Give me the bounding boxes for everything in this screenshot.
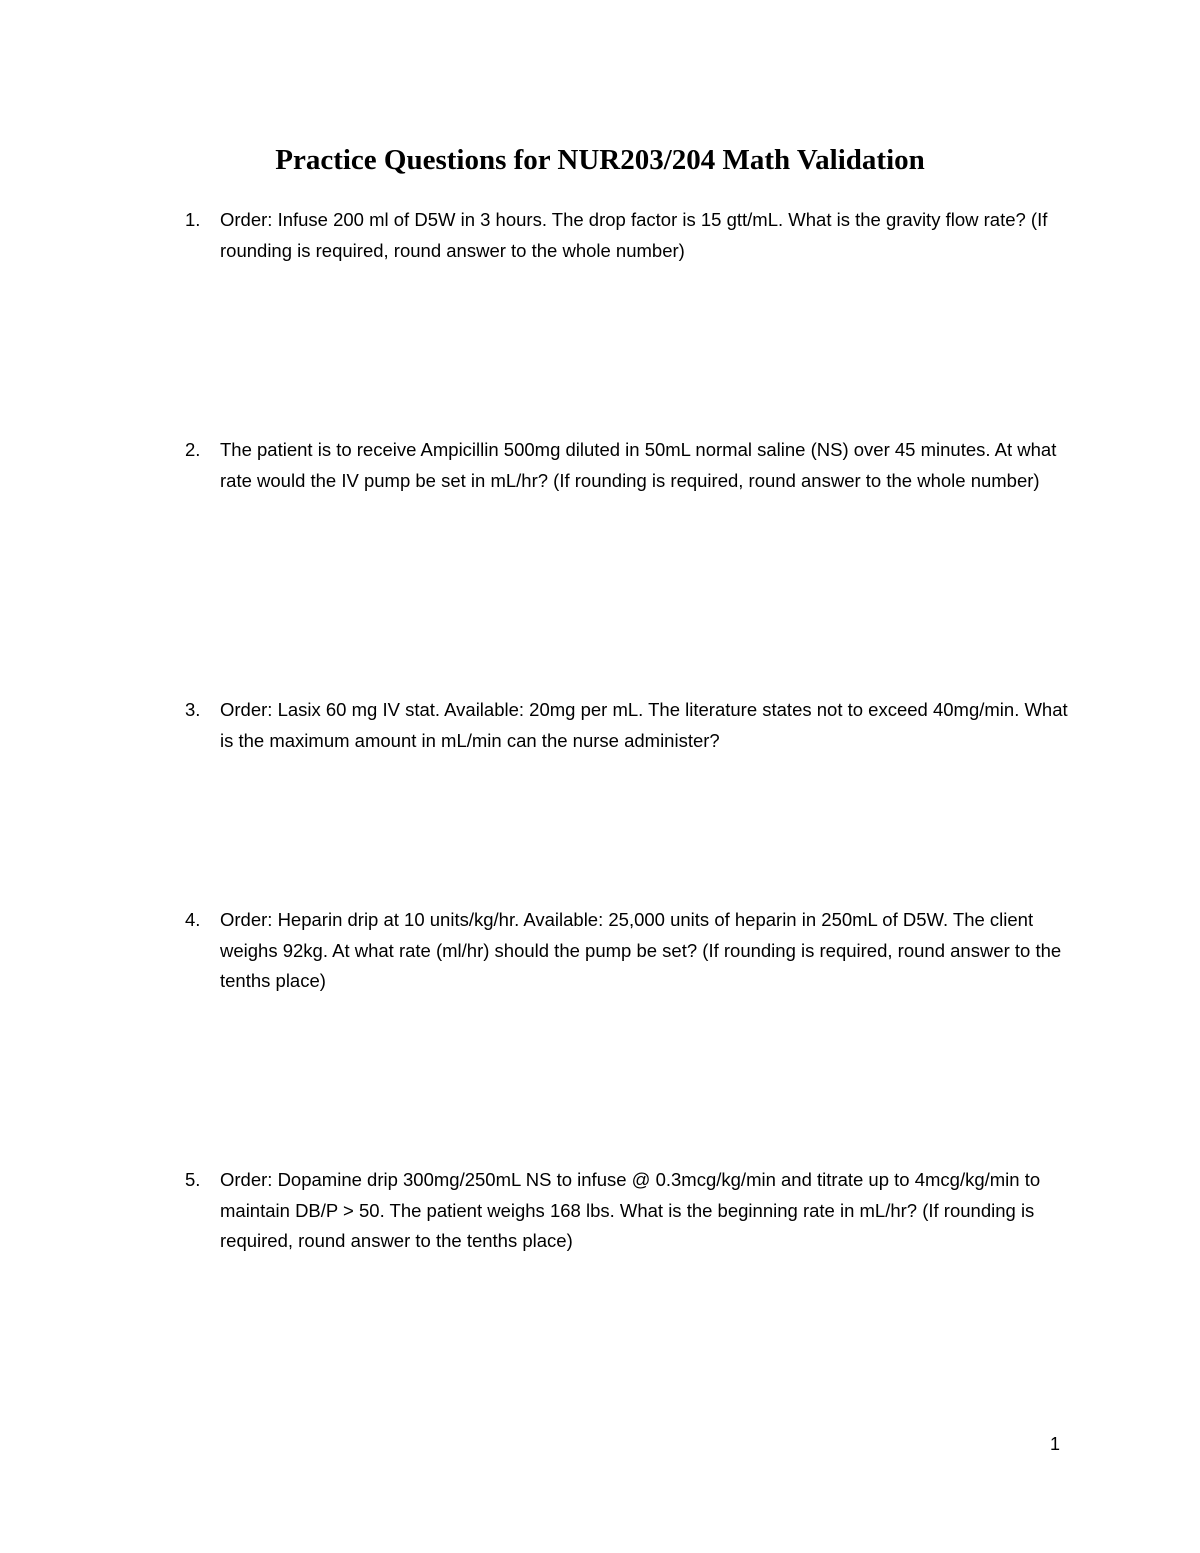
page-title: Practice Questions for NUR203/204 Math Validation xyxy=(275,144,925,176)
question-text: Order: Lasix 60 mg IV stat. Available: 20mg per mL. The literature states not to exceed 40mg/min. What is the maximum amount in mL/min can the nurse administer? xyxy=(220,699,1068,751)
question-number: 5. xyxy=(185,1169,201,1190)
question-number: 3. xyxy=(185,699,201,720)
question-number: 1. xyxy=(185,209,201,230)
page-number: 1 xyxy=(1049,1434,1060,1454)
question-text: Order: Infuse 200 ml of D5W in 3 hours. The drop factor is 15 gtt/mL. What is the gravity flow rate? (If rounding is required, round answer to the whole number) xyxy=(220,209,1048,261)
question-text: Order: Dopamine drip 300mg/250mL NS to infuse @ 0.3mcg/kg/min and titrate up to 4mcg/kg/min to maintain DB/P > 50. The patient weighs 168 lbs. What is the beginning rate in mL/hr? (If rounding is required, round answer to the tenths place) xyxy=(220,1169,1041,1251)
question-number: 2. xyxy=(185,439,201,460)
question-text: Order: Heparin drip at 10 units/kg/hr. Available: 25,000 units of heparin in 250mL of D5W. The client weighs 92kg. At what rate (ml/hr) should the pump be set? (If rounding is required, round answer to the tenths place) xyxy=(220,909,1062,991)
question-number: 4. xyxy=(185,909,201,930)
question-text: The patient is to receive Ampicillin 500mg diluted in 50mL normal saline (NS) over 45 minutes. At what rate would the IV pump be set in mL/hr? (If rounding is required, round answer to the whole number) xyxy=(220,439,1057,491)
